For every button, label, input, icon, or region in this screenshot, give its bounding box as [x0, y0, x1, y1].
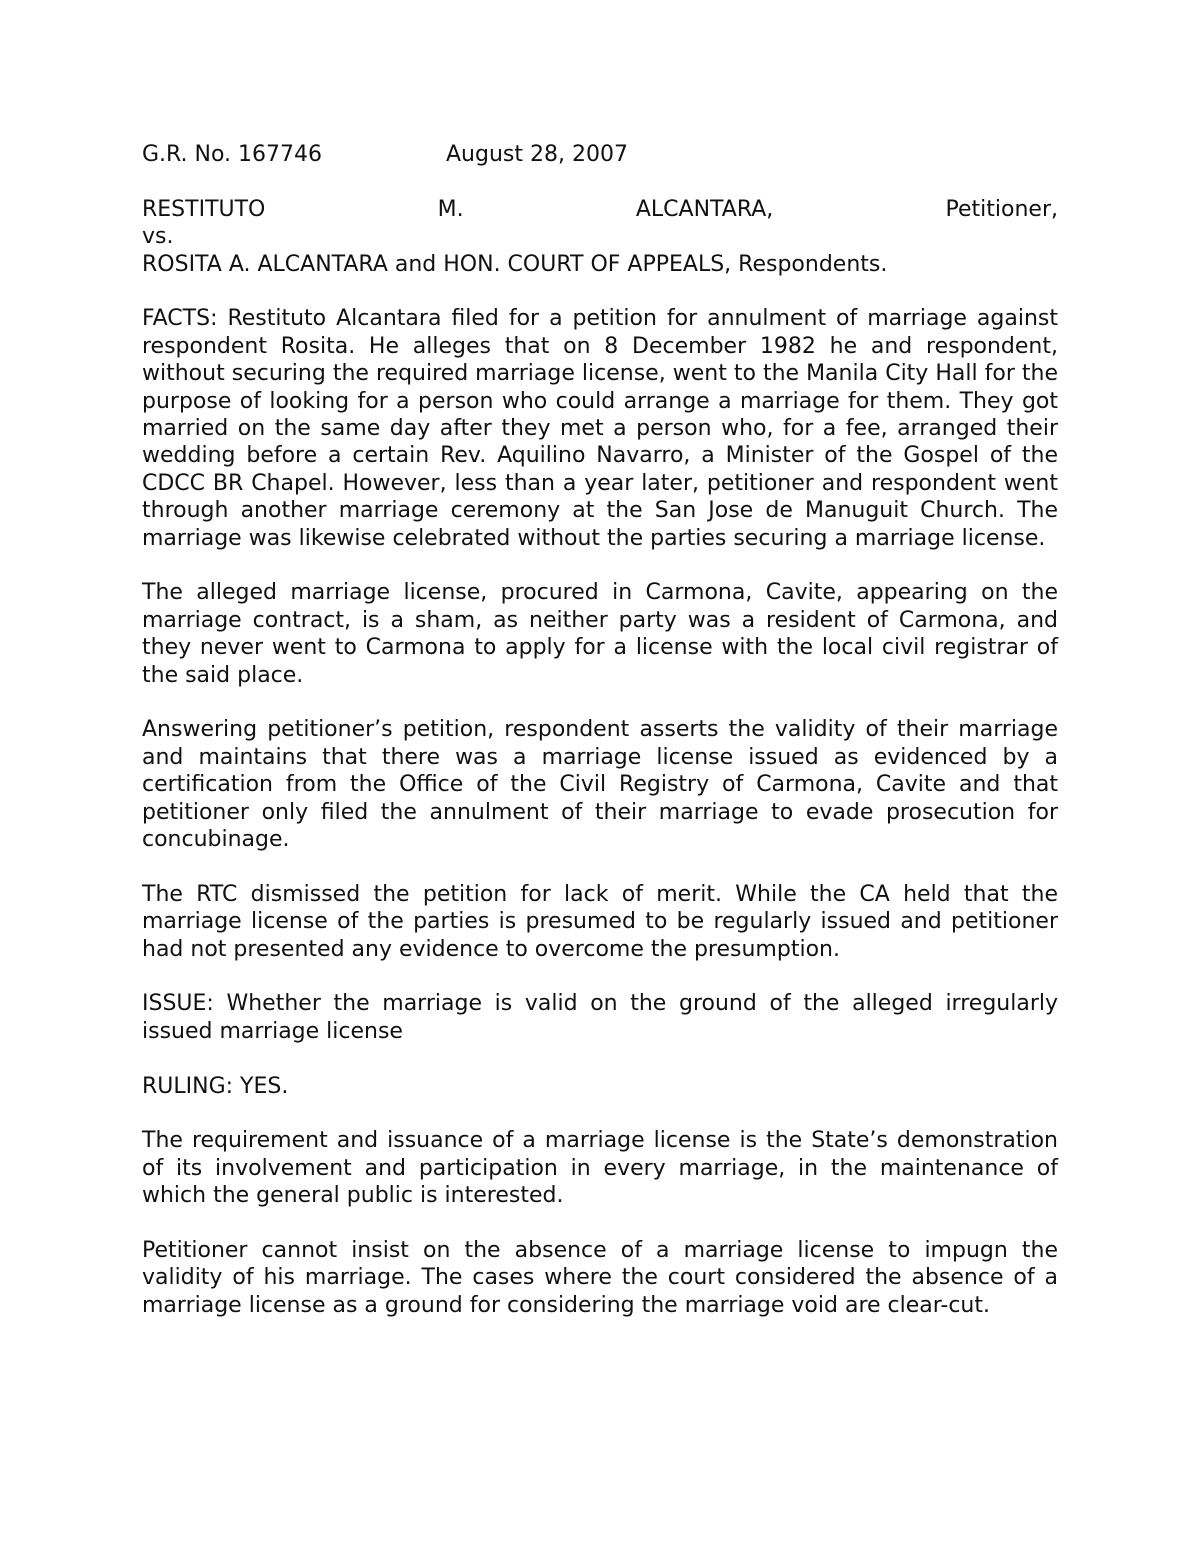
petitioner-word: RESTITUTO	[142, 196, 266, 222]
versus-line: vs.	[142, 224, 174, 250]
document-body	[142, 141, 1058, 1319]
petitioner-word: ALCANTARA,	[635, 196, 774, 222]
case-number: G.R. No. 167746	[142, 142, 323, 167]
petitioner-word: Petitioner,	[945, 196, 1058, 222]
sham-license-paragraph: The alleged marriage license, procured in Carmona, Cavite, appearing on the marriage contract, is a sham, as neither party was a resident of Carmona, and they never went to Carmona to apply for a license with the local civil registrar of the said place.	[142, 580, 1058, 688]
petitioner-line	[142, 196, 1058, 223]
issue-paragraph: ISSUE: Whether the marriage is valid on the ground of the alleged irregularly issued marriage license	[142, 991, 1058, 1044]
lower-courts-paragraph: The RTC dismissed the petition for lack of merit. While the CA held that the marriage license of the parties is presumed to be regularly issued and petitioner had not presented any evidence to overcome the presumption.	[142, 881, 1058, 962]
case-date: August 28, 2007	[446, 142, 628, 167]
spacer	[142, 168, 1058, 195]
respondents-line: ROSITA A. ALCANTARA and HON. COURT OF APPEALS, Respondents.	[142, 251, 888, 277]
facts-paragraph: FACTS: Restituto Alcantara filed for a petition for annulment of marriage against respondent Rosita. He alleges that on 8 December 1982 he and respondent, without securing the required marriage license, went to the Manila City Hall for the purpose of looking for a person who could arrange a marriage for them. They got married on the same day after they met a person who, for a fee, arranged their wedding before a certain Rev. Aquilino Navarro, a Minister of the Gospel of the CDCC BR Chapel. However, less than a year later, petitioner and respondent went through another marriage ceremony at the San Jose de Manuguit Church. The marriage was likewise celebrated without the parties securing a marriage license.	[142, 306, 1058, 551]
ruling-heading: RULING: YES.	[142, 1073, 289, 1099]
ruling-paragraph-1: The requirement and issuance of a marriage license is the State’s demonstration of its involvement and participation in every marriage, in the maintenance of which the general public is interested.	[142, 1128, 1058, 1209]
petitioner-word: M.	[437, 196, 464, 222]
ruling-paragraph-2: Petitioner cannot insist on the absence of a marriage license to impugn the validity of his marriage. The cases where the court considered the absence of a marriage license as a ground for considering the marriage void are clear-cut.	[142, 1238, 1058, 1318]
spacer	[142, 278, 1058, 305]
respondent-answer-paragraph: Answering petitioner’s petition, respondent asserts the validity of their marriage and maintains that there was a marriage license issued as evidenced by a certification from the Office of the Civil Registry of Carmona, Cavite and that petitioner only filed the annulment of their marriage to evade prosecution for concubinage.	[142, 717, 1058, 853]
case-header	[142, 141, 1058, 168]
